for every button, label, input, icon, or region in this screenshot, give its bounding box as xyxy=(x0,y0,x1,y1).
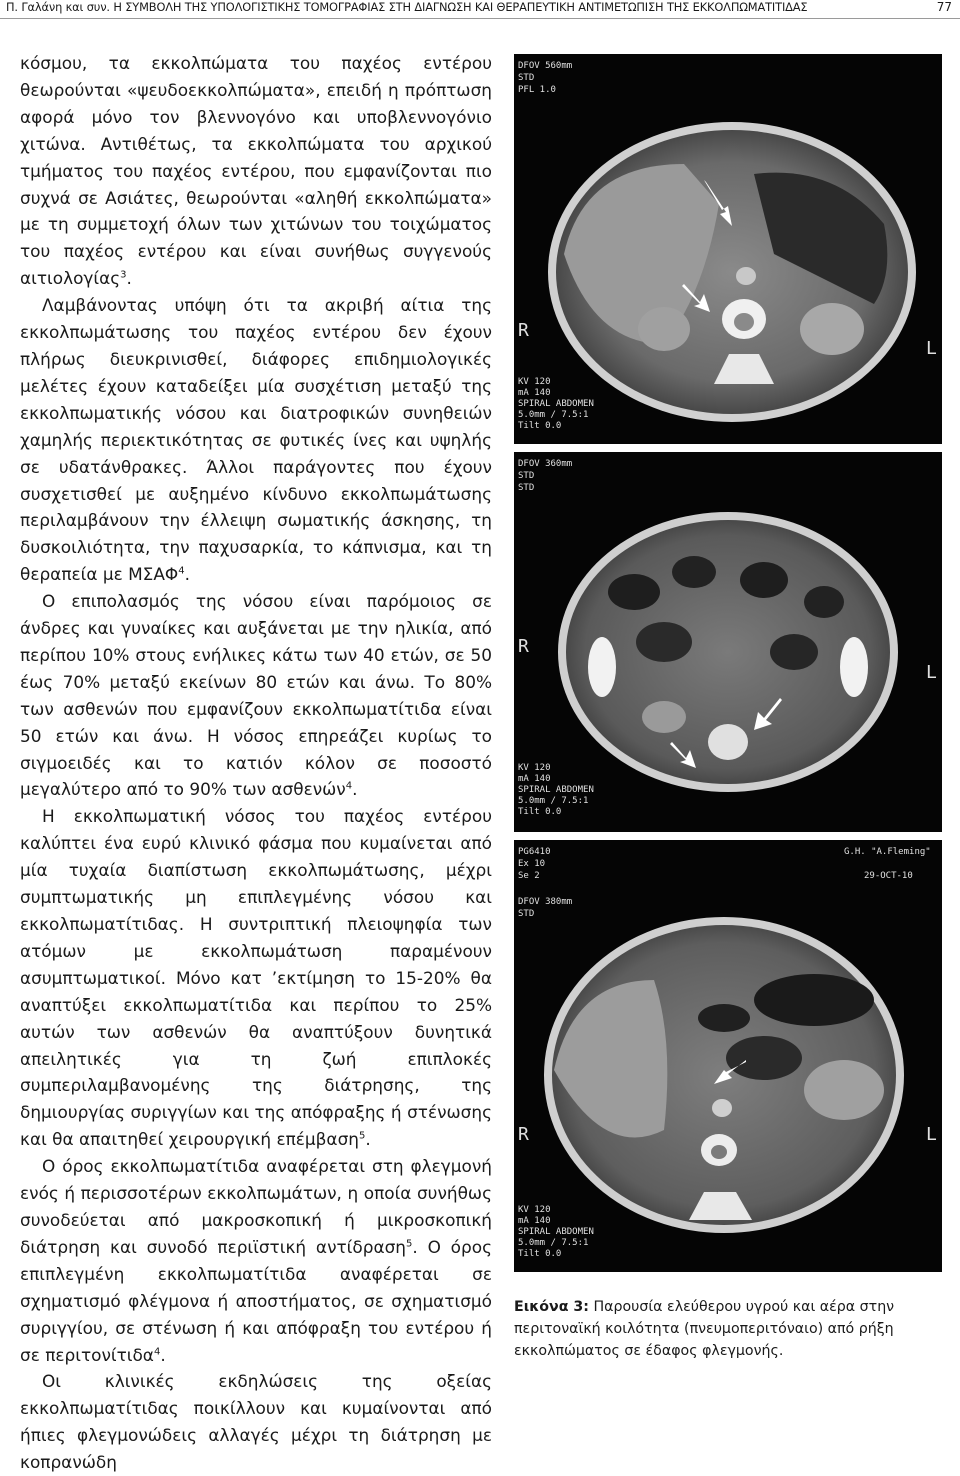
scan-label: Tilt 0.0 xyxy=(518,1249,562,1259)
reference-mark: 4 xyxy=(178,565,185,577)
scan-label: R xyxy=(518,636,529,657)
reference-mark: 4 xyxy=(153,1345,161,1357)
scan-label: 5.0mm / 7.5:1 xyxy=(518,1238,589,1248)
paragraph: Ο επιπολασμός της νόσου είναι παρόμοιος σε άνδρες και γυναίκες και αυξάνεται με την ηλικία, από περίπου 10% στους ενήλικες κάτω των 40 ετών, σε 50 έως 70% μεταξύ εκείνων 80 ετών και άνω. Το 80% των ασθενών που εμφανίζουν εκκολπωματίτιδα είναι 50 ετών και άνω. Η νόσος επηρεάζει κυρίως το σιγμοειδές και το κατιόν κόλον σε ποσοστό μεγαλύτερο από το 90% των ασθενών$^4$. xyxy=(20,591,492,800)
scan-label: SPIRAL ABDOMEN xyxy=(518,399,594,409)
scan-label: DFOV 380mm xyxy=(518,897,573,907)
scan-label: Tilt 0.0 xyxy=(518,421,562,431)
paragraph-text: κόσμου, τα εκκολπώματα του παχέος εντέρου θεωρούνται «ψευδοεκκολπώματα», επειδή η πρόπτωση αφορά μόνο τον βλεννογόνο και υποβλεννογόνιο χιτώνα. Αντιθέτως, τα εκκολπώματα του αρχικού τμήματος του παχέος εντέρου, που εμφανίζονται πιο συχνά σε Ασιάτες, θεωρούνται «αληθή εκκολπώματα» με τη συμμετοχή όλων των χιτώνων του τοιχώματος του παχέος εντέρου και είναι συνήθως συγγενούς αιτιολογίας xyxy=(20,53,492,289)
scan-label: KV 120 xyxy=(518,763,551,773)
scan-label: DFOV 360mm xyxy=(518,459,573,469)
scan-label: 29-OCT-10 xyxy=(864,871,913,881)
reference-mark: 3 xyxy=(120,269,127,281)
paragraph-text: Ο επιπολασμός της νόσου είναι παρόμοιος σε άνδρες και γυναίκες και αυξάνεται με την ηλικία, από περίπου 10% στους ενήλικες κάτω των 40 ετών, σε 50 έως 70% μεταξύ εκείνων 80 ετών και άνω. Το 80% των ασθενών που εμφανίζουν εκκολπωματίτιδα είναι 50 ετών και άνω. Η νόσος επηρεάζει κυρίως το σιγμοειδές και το κατιόν κόλον σε ποσοστό μεγαλύτερο από το 90% των ασθενών xyxy=(20,591,492,800)
ct-scan-free-gas xyxy=(514,840,942,1272)
scan-labels xyxy=(514,54,942,444)
body-text-column xyxy=(20,50,492,1476)
reference-mark: 5 xyxy=(358,1130,366,1142)
scan-label: Se 2 xyxy=(518,871,540,881)
paragraph: Λαμβάνοντας υπόψη ότι τα ακριβή αίτια της εκκολπωμάτωσης του παχέος εντέρου δεν έχουν πλήρως διευκρινισθεί, διάφορες επιδημιολογικές μελέτες έχουν καταδείξει μία συσχέτιση μεταξύ της εκκολπωματικής νόσου και διατροφικών συνηθειών χαμηλής περιεκτικότητας σε φυτικές ίνες και υψηλής σε υδατάνθρακες. Άλλοι παράγοντες που έχουν συσχετισθεί με αυξημένο κίνδυνο εκκολπωμάτωσης περιλαμβάνουν την έλλειψη σωματικής άσκησης, τη δυσκοιλιότητα, την παχυσαρκία, το κάπνισμα, και τη θεραπεία με ΜΣΑΦ$^4$. xyxy=(20,295,492,585)
scan-label: mA 140 xyxy=(518,1216,551,1226)
paragraph-text: Λαμβάνοντας υπόψη ότι τα ακριβή αίτια της εκκολπωμάτωσης του παχέος εντέρου δεν έχουν πλήρως διευκρινισθεί, διάφορες επιδημιολογικές μελέτες έχουν καταδείξει μία συσχέτιση μεταξύ της εκκολπωματικής νόσου και διατροφικών συνηθειών χαμηλής περιεκτικότητας σε φυτικές ίνες και υψηλής σε υδατάνθρακες. Άλλοι παράγοντες που έχουν συσχετισθεί με αυξημένο κίνδυνο εκκολπωμάτωσης περιλαμβάνουν την έλλειψη σωματικής άσκησης, τη δυσκοιλιότητα, την παχυσαρκία, το κάπνισμα, και τη θεραπεία με ΜΣΑΦ xyxy=(20,295,492,585)
scan-labels xyxy=(514,452,942,832)
scan-label: L xyxy=(926,662,937,683)
scan-label: KV 120 xyxy=(518,377,551,387)
scan-label: mA 140 xyxy=(518,774,551,784)
caption-text: Παρουσία ελεύθερου υγρού και αέρα στην περιτοναϊκή κοιλότητα (πνευμοπεριτόναιο) από ρήξη εκκολπώματος σε έδαφος φλεγμονής. xyxy=(514,1299,895,1359)
scan-label: STD xyxy=(518,909,535,919)
running-header xyxy=(0,0,960,18)
scan-label: G.H. "A.Fleming" xyxy=(844,847,931,857)
scan-label: 5.0mm / 7.5:1 xyxy=(518,796,589,806)
paragraph: κόσμου, τα εκκολπώματα του παχέος εντέρου θεωρούνται «ψευδοεκκολπώματα», επειδή η πρόπτωση αφορά μόνο τον βλεννογόνο και υποβλεννογόνιο χιτώνα. Αντιθέτως, τα εκκολπώματα του αρχικού τμήματος του παχέος εντέρου, που εμφανίζονται πιο συχνά σε Ασιάτες, θεωρούνται «αληθή εκκολπώματα» με τη συμμετοχή όλων των χιτώνων του τοιχώματος του παχέος εντέρου και είναι συνήθως συγγενούς αιτιολογίας$^3$. xyxy=(20,53,492,289)
header-rule xyxy=(0,18,960,19)
scan-label: STD xyxy=(518,73,535,83)
scan-label: PFL 1.0 xyxy=(518,85,556,95)
scan-label: R xyxy=(518,320,529,341)
reference-mark: 5 xyxy=(405,1238,413,1250)
scan-labels xyxy=(514,840,942,1272)
paragraph: Ο όρος εκκολπωματίτιδα αναφέρεται στη φλεγμονή ενός ή περισσοτέρων εκκολπωμάτων, η οποία συνήθως συνοδεύεται από μακροσκοπική ή μικροσκοπική διάτρηση και συνοδό περιϊστική αντίδραση$^5$. Ο όρος επιπλεγμένη εκκολπωματίτιδα αναφέρεται σε σχηματισμό φλέγμονα ή αποστήματος, σε σχηματισμό συριγγίου, σε στένωση ή και απόφραξη του εντέρου ή σε περιτονίτιδα$^4$. xyxy=(20,1156,492,1365)
scan-label: L xyxy=(926,1124,937,1145)
scan-label: DFOV 560mm xyxy=(518,61,573,71)
paragraph-text: Οι κλινικές εκδηλώσεις της οξείας εκκολπωματίτιδας ποικίλλουν και κυμαίνονται από ήπιες φλεγμονώδεις αλλαγές μέχρι τη διάτρηση με κοπρανώδη xyxy=(20,1371,492,1473)
scan-label: STD xyxy=(518,483,535,493)
scan-label: 5.0mm / 7.5:1 xyxy=(518,410,589,420)
ct-scan-upper-abdomen xyxy=(514,54,942,444)
scan-label: STD xyxy=(518,471,535,481)
reference-mark: 4 xyxy=(345,780,353,792)
paragraph: Η εκκολπωματική νόσος του παχέος εντέρου καλύπτει ένα ευρύ κλινικό φάσμα που κυμαίνεται από μία τυχαία διαπίστωση εκκολπωμάτωσης, μέχρι συμπτωματικής μη επιπλεγμένης νόσου και εκκολπωματίτιδας. Η συντριπτική πλειοψηφία των ατόμων με εκκολπωμάτωση παραμένουν ασυμπτωματικοί. Μόνο κατ ’εκτίμηση το 15-20% θα αναπτύξει εκκολπωματίτιδα και περίπου το 25% αυτών των ασθενών θα αναπτύξουν δυνητικά απειλητικές για τη ζωή επιπλοκές συμπεριλαμβανομένης της διάτρησης, της δημιουργίας συριγγίων και της απόφραξης ή στένωσης και θα απαιτηθεί χειρουργική επέμβαση$^5$. xyxy=(20,806,492,1150)
scan-label: KV 120 xyxy=(518,1205,551,1215)
scan-label: Tilt 0.0 xyxy=(518,807,562,817)
ct-scan-lower-abdomen xyxy=(514,452,942,832)
page-number: 77 xyxy=(936,0,952,14)
figure-caption xyxy=(514,1296,946,1362)
scan-label: SPIRAL ABDOMEN xyxy=(518,785,594,795)
scan-label: L xyxy=(926,338,937,359)
running-title: Π. Γαλάνη και συν. Η ΣΥΜΒΟΛΗ ΤΗΣ ΥΠΟΛΟΓΙΣΤΙΚΗΣ ΤΟΜΟΓΡΑΦΙΑΣ ΣΤΗ ΔΙΑΓΝΩΣΗ ΚΑΙ ΘΕΡΑΠΕΥΤΙΚΗ ΑΝΤΙΜΕΤΩΠΙΣΗ ΤΗΣ ΕΚΚΟΛΠΩΜΑΤΙΤΙΔΑΣ xyxy=(6,0,808,14)
paragraph-text: Η εκκολπωματική νόσος του παχέος εντέρου καλύπτει ένα ευρύ κλινικό φάσμα που κυμαίνεται από μία τυχαία διαπίστωση εκκολπωμάτωσης, μέχρι συμπτωματικής μη επιπλεγμένης νόσου και εκκολπωματίτιδας. Η συντριπτική πλειοψηφία των ατόμων με εκκολπωμάτωση παραμένουν ασυμπτωματικοί. Μόνο κατ ’εκτίμηση το 15-20% θα αναπτύξει εκκολπωματίτιδα και περίπου το 25% αυτών των ασθενών θα αναπτύξουν δυνητικά απειλητικές για τη ζωή επιπλοκές συμπεριλαμβανομένης της διάτρησης, της δημιουργίας συριγγίων και της απόφραξης ή στένωσης και θα απαιτηθεί χειρουργική επέμβαση xyxy=(20,806,492,1150)
scan-label: mA 140 xyxy=(518,388,551,398)
scan-label: SPIRAL ABDOMEN xyxy=(518,1227,594,1237)
scan-label: PG6410 xyxy=(518,847,551,857)
caption-label: Εικόνα 3: xyxy=(514,1299,589,1315)
paragraph-text: Ο όρος επιπλεγμένη εκκολπωματίτιδα αναφέρεται σε σχηματισμό φλέγμονα ή αποστήματος, σε σχηματισμό συριγγίου, σε στένωση ή και απόφραξη του εντέρου ή σε περιτονίτιδα xyxy=(20,1236,492,1365)
paragraph xyxy=(20,1368,492,1476)
scan-label: Ex 10 xyxy=(518,859,546,869)
scan-label: R xyxy=(518,1124,529,1145)
figure-3 xyxy=(514,54,942,1272)
paragraph-text: Ο όρος εκκολπωματίτιδα αναφέρεται στη φλεγμονή ενός ή περισσοτέρων εκκολπωμάτων, η οποία συνήθως συνοδεύεται από μακροσκοπική ή μικροσκοπική διάτρηση και συνοδό περιϊστική αντίδραση xyxy=(20,1156,492,1257)
